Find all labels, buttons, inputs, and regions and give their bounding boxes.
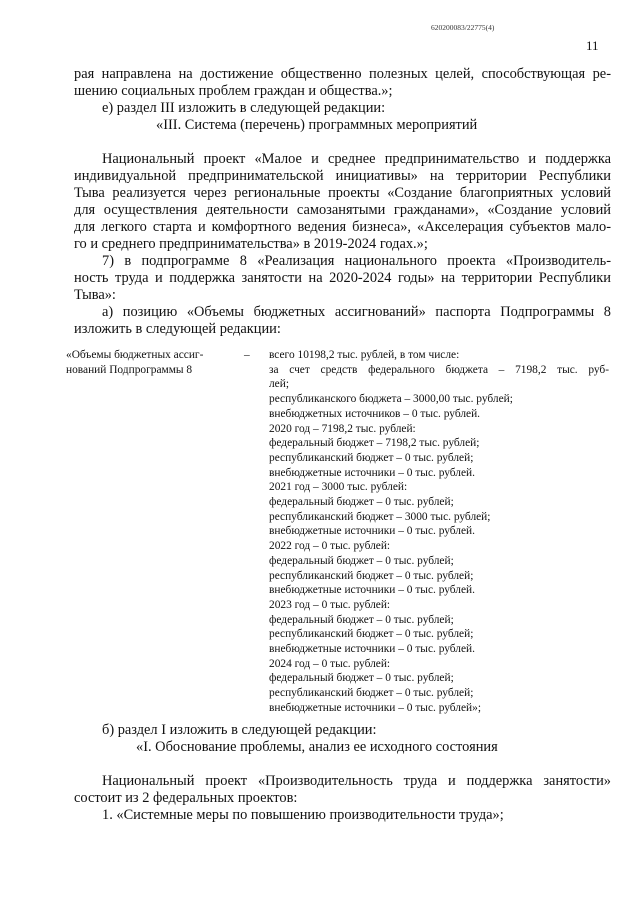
budget-label-line-2: нований Подпрограммы 8: [66, 363, 193, 376]
budget-value-line: федеральный бюджет – 0 тыс. рублей;: [269, 613, 454, 626]
budget-value-line: республиканский бюджет – 0 тыс. рублей;: [269, 628, 474, 641]
sub-a-line-2: изложить в следующей редакции:: [74, 321, 281, 337]
np1-line-3: Тыва реализуется через региональные проекты «Создание благоприятных условий: [74, 185, 611, 201]
budget-value-line: внебюджетные источники – 0 тыс. рублей.: [269, 584, 475, 597]
item7-line-1: 7) в подпрограмме 8 «Реализация национального проекта «Производитель-: [102, 253, 611, 269]
budget-value-line: республиканский бюджет – 0 тыс. рублей;: [269, 687, 474, 700]
budget-value-line: 2020 год – 7198,2 тыс. рублей:: [269, 422, 416, 435]
budget-value-line: федеральный бюджет – 7198,2 тыс. рублей;: [269, 437, 480, 450]
budget-value-line: республиканский бюджет – 0 тыс. рублей;: [269, 451, 474, 464]
np1-line-4: для осуществления деятельности самозанятыми гражданами», «Создание условий: [74, 202, 611, 218]
item7-line-2: ность труда и поддержка занятости на 2020-2024 годы» на территории Республики: [74, 270, 611, 286]
np2-line-1: Национальный проект «Производительность труда и поддержка занятости»: [102, 773, 611, 789]
budget-value-line: федеральный бюджет – 0 тыс. рублей;: [269, 554, 454, 567]
intro-line-2: шению социальных проблем граждан и общества.»;: [74, 83, 393, 99]
heading-section-iii: «III. Система (перечень) программных мероприятий: [156, 117, 478, 133]
item-e: е) раздел III изложить в следующей редакции:: [102, 100, 386, 116]
budget-value-line: за счет средств федерального бюджета – 7198,2 тыс. руб-: [269, 363, 609, 376]
budget-value-line: 2022 год – 0 тыс. рублей:: [269, 540, 391, 553]
np1-line-2: индивидуальной предпринимательской инициативы» на территории Республики: [74, 168, 611, 184]
np1-line-1: Национальный проект «Малое и среднее предпринимательство и поддержка: [102, 151, 611, 167]
budget-value-line: федеральный бюджет – 0 тыс. рублей;: [269, 672, 454, 685]
np2-line-2: состоит из 2 федеральных проектов:: [74, 790, 298, 806]
item7-line-3: Тыва»:: [74, 287, 116, 303]
intro-block: [74, 66, 611, 134]
budget-dash: –: [244, 349, 250, 361]
budget-value-line: всего 10198,2 тыс. рублей, в том числе:: [269, 349, 460, 361]
heading-section-i: «I. Обоснование проблемы, анализ ее исходного состояния: [136, 739, 498, 755]
section-b-block: [74, 722, 611, 756]
page-number: 11: [586, 38, 599, 53]
np1-line-5: для легкого старта и комфортного ведения бизнеса», «Акселерация субъектов мало-: [74, 219, 611, 235]
budget-value-line: республиканского бюджета – 3000,00 тыс. рублей;: [269, 393, 513, 406]
page-code: 620200083/22775(4): [431, 23, 495, 32]
national-project-paragraph-2: [74, 773, 611, 824]
national-project-paragraph-1: [74, 151, 611, 253]
sub-a-line-1: а) позицию «Объемы бюджетных ассигнований» паспорта Подпрограммы 8: [102, 304, 611, 320]
budget-value-line: внебюджетные источники – 0 тыс. рублей.: [269, 525, 475, 538]
budget-value-line: внебюджетных источников – 0 тыс. рублей.: [269, 407, 481, 420]
budget-label-line-1: «Объемы бюджетных ассиг-: [66, 349, 204, 361]
budget-label: [66, 348, 236, 377]
item-b: б) раздел I изложить в следующей редакции:: [102, 722, 377, 738]
budget-value-line: внебюджетные источники – 0 тыс. рублей.: [269, 466, 475, 479]
np1-line-6: го и среднего предпринимательства» в 2019-2024 годах.»;: [74, 236, 428, 252]
budget-value-line: внебюджетные источники – 0 тыс. рублей»;: [269, 701, 481, 714]
budget-value-line: республиканский бюджет – 3000 тыс. рублей;: [269, 510, 491, 523]
budget-value-line: 2024 год – 0 тыс. рублей:: [269, 657, 391, 670]
budget-value-line: республиканский бюджет – 0 тыс. рублей;: [269, 569, 474, 582]
budget-value-line: 2021 год – 3000 тыс. рублей:: [269, 481, 408, 494]
item-7-paragraph: [74, 253, 611, 338]
budget-value-line: внебюджетные источники – 0 тыс. рублей.: [269, 643, 475, 656]
np2-item-1: 1. «Системные меры по повышению производительности труда»;: [102, 807, 504, 823]
budget-value-line: лей;: [269, 378, 290, 391]
intro-line-1: рая направлена на достижение общественно полезных целей, способствующая ре-: [74, 66, 611, 82]
budget-values: [269, 348, 609, 716]
budget-value-line: 2023 год – 0 тыс. рублей:: [269, 598, 391, 611]
budget-value-line: федеральный бюджет – 0 тыс. рублей;: [269, 496, 454, 509]
